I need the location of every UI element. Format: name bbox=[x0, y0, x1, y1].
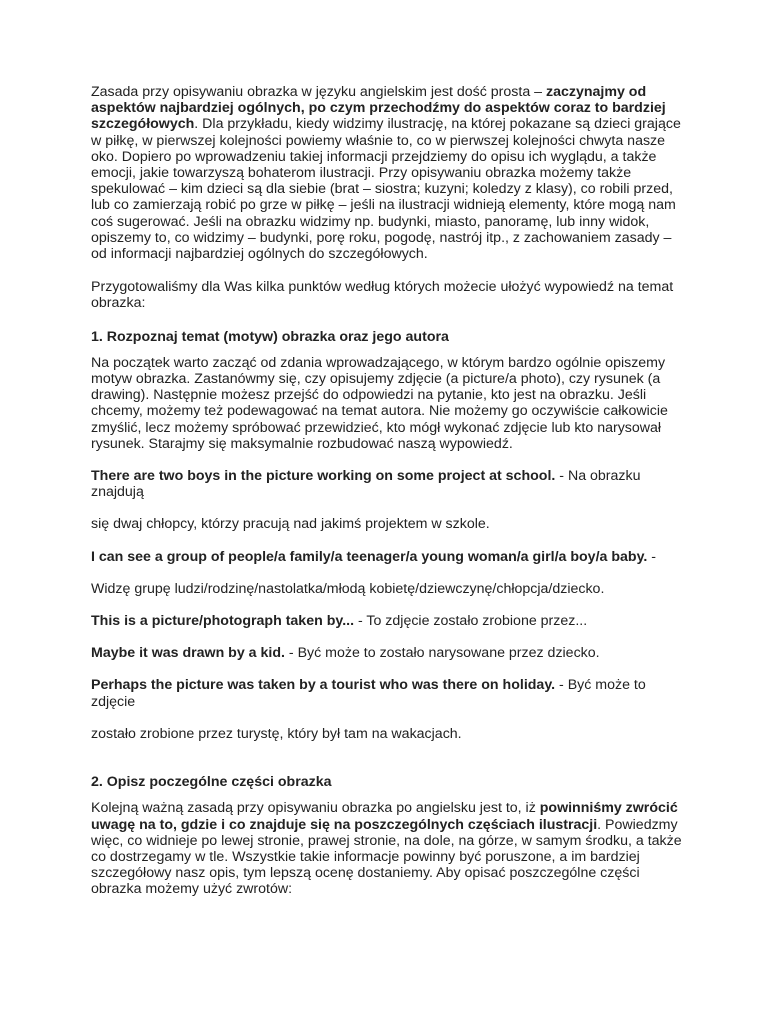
example-3 bbox=[91, 613, 691, 629]
section2-body bbox=[91, 800, 691, 897]
section1-heading: 1. Rozpoznaj temat (motyw) obrazka oraz jego autora bbox=[91, 328, 449, 345]
example-5-english: Perhaps the picture was taken by a tourist who was there on holiday. bbox=[91, 677, 556, 694]
section2-text-start: Kolejną ważną zasadą przy opisywaniu obrazka po angielsku jest to, iż bbox=[91, 800, 540, 817]
example-4-polish: - Być może to zostało narysowane przez dziecko. bbox=[284, 645, 600, 662]
section2-text-end: . Powiedzmy więc, co widnieje po lewej stronie, prawej stronie, na dole, na górze, w samym środku, a także co dostrzegamy w tle. Wszystkie takie informacje powinny być poruszone, a im bardziej szczegółowy nasz opis, tym lepszą ocenę dostaniemy. Aby opisać poszczególne części obrazka możemy użyć zwrotów: bbox=[91, 816, 682, 898]
document-page bbox=[91, 84, 691, 898]
example-1-polish: - Na obrazku znajdują bbox=[91, 468, 641, 501]
example-4-english: Maybe it was drawn by a kid. bbox=[91, 645, 285, 662]
lead-paragraph: Przygotowaliśmy dla Was kilka punktów według których możecie ułożyć wypowiedź na temat obrazka: bbox=[91, 279, 674, 312]
intro-paragraph bbox=[91, 84, 691, 262]
example-2 bbox=[91, 549, 691, 565]
intro-text-start: Zasada przy opisywaniu obrazka w języku angielskim jest dość prosta – bbox=[91, 84, 546, 100]
example-4 bbox=[91, 645, 691, 661]
example-3-english: This is a picture/photograph taken by... bbox=[91, 613, 355, 630]
example-2-polish: - bbox=[647, 548, 657, 565]
intro-bold-text: zaczynajmy od aspektów najbardziej ogólnych, po czym przechodźmy do aspektów coraz to bardziej szczegółowych bbox=[91, 84, 666, 133]
example-2-continuation: Widzę grupę ludzi/rodzinę/nastolatka/młodą kobietę/dziewczynę/chłopcja/dziecko. bbox=[91, 580, 605, 597]
section2-heading: 2. Opisz poczególne części obrazka bbox=[91, 774, 332, 791]
example-1-continuation: się dwaj chłopcy, którzy pracują nad jakimś projektem w szkole. bbox=[91, 516, 490, 533]
example-1 bbox=[91, 468, 691, 500]
section2-bold-text: powinniśmy zwrócić uwagę na to, gdzie i co znajduje się na poszczególnych częściach ilustracji bbox=[91, 800, 678, 833]
example-5-polish: - Być może to zdjęcie bbox=[91, 677, 646, 710]
intro-text-end: . Dla przykładu, kiedy widzimy ilustrację, na której pokazane są dzieci grające w piłkę, w pierwszej kolejności powiemy właśnie to, co w pierwszej kolejności chwyta nasze oko. Dopiero po wprowadzeniu takiej informacji przejdziemy do opisu ich wyglądu, a także emocji, jakie towarzyszą bohaterom ilustracji. Przy opisywaniu obrazka możemy także spekulować – kim dzieci są dla siebie (brat – siostra; kuzyni; koledzy z klasy), co robili przed, lub co zamierzają robić po grze w piłkę – jeśli na ilustracji widnieją elementy, które mogą nam coś sugerować. Jeśli na obrazku widzimy np. budynki, miasto, panoramę, lub inny widok, opiszemy to, co widzimy – budynki, porę roku, pogodę, nastrój itp., z zachowaniem zasady – od informacji najbardziej ogólnych do szczegółowych. bbox=[91, 116, 681, 263]
example-3-polish: - To zdjęcie zostało zrobione przez... bbox=[354, 613, 588, 630]
section1-body: Na początek warto zacząć od zdania wprowadzającego, w którym bardzo ogólnie opiszemy motyw obrazka. Zastanówmy się, czy opisujemy zdjęcie (a picture/a photo), czy rysunek (a drawing). Następnie możesz przejść do odpowiedzi na pytanie, kto jest na obrazku. Jeśli chcemy, możemy też podewagować na temat autora. Nie możemy go oczywiście całkowicie zmyślić, lecz możemy spróbować przewidzieć, kto mógł wykonać zdjęcie lub kto narysował rysunek. Starajmy się maksymalnie rozbudować naszą wypowiedź. bbox=[91, 354, 668, 452]
example-1-english: There are two boys in the picture working on some project at school. bbox=[91, 468, 556, 485]
example-2-english: I can see a group of people/a family/a teenager/a young woman/a girl/a boy/a baby. bbox=[91, 548, 648, 565]
example-5-continuation: zostało zrobione przez turystę, który był tam na wakacjach. bbox=[91, 725, 462, 742]
example-5 bbox=[91, 677, 691, 709]
